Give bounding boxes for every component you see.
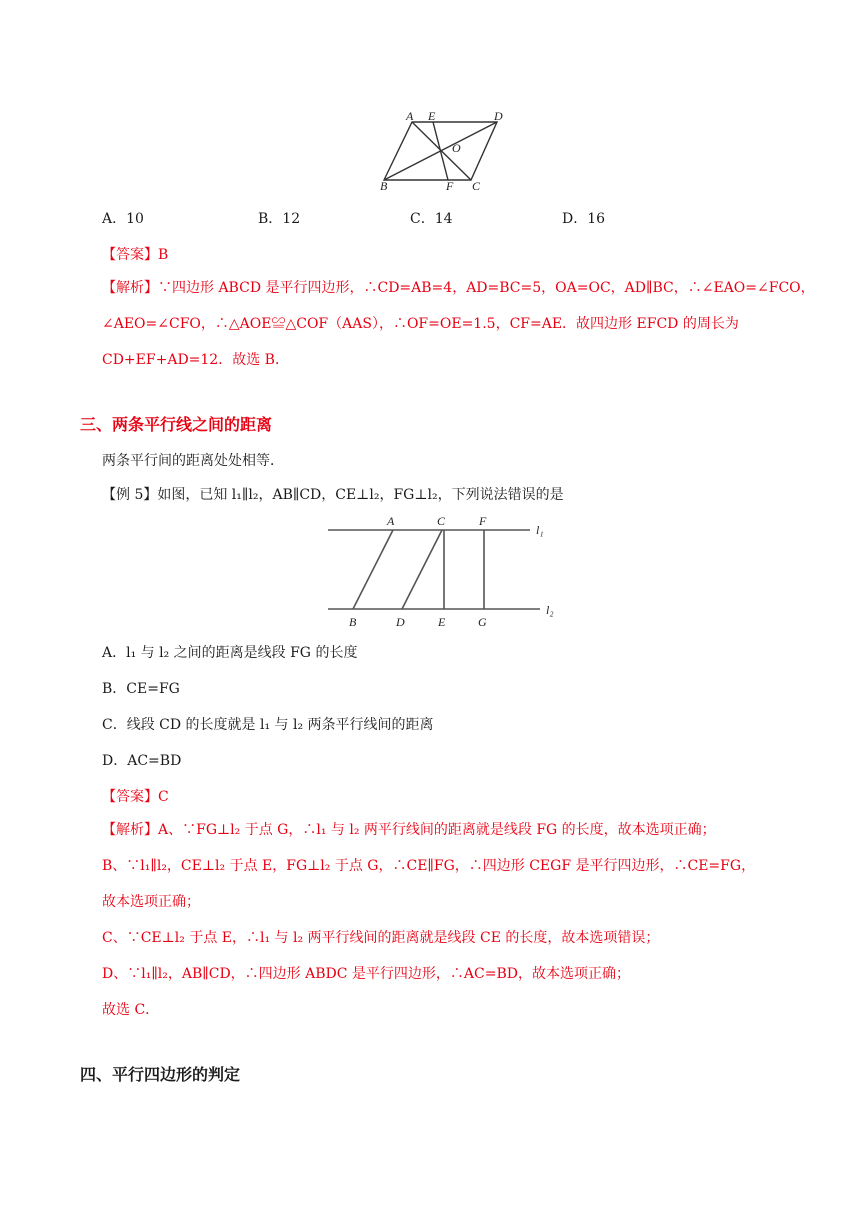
label-D2: D [396, 615, 405, 629]
q4-answer: 【答案】B [102, 247, 169, 263]
label-B2: B [349, 615, 357, 629]
example-5-prompt: 【例 5】如图，已知 l₁∥l₂，AB∥CD，CE⊥l₂，FG⊥l₂，下列说法错误的是 [102, 487, 564, 503]
option-a: A．10 [102, 211, 144, 227]
option-d: D．16 [562, 211, 606, 227]
q5-analysis-line-6: 故选 C． [102, 1002, 160, 1018]
label-E: E [428, 109, 436, 123]
label-O: O [452, 141, 461, 155]
option-b: B．12 [258, 211, 301, 227]
label-A: A [406, 109, 414, 123]
q4-analysis-line-1: 【解析】∵四边形 ABCD 是平行四边形，∴CD=AB=4，AD=BC=5，OA=OC，AD∥BC，∴∠EAO=∠FCO， [102, 280, 815, 296]
parallel-lines-figure [322, 512, 568, 632]
label-G2: G [478, 615, 487, 629]
q5-analysis-line-5: D、∵l₁∥l₂，AB∥CD，∴四边形 ABDC 是平行四边形，∴AC=BD，故本选项正确； [102, 966, 630, 982]
q4-analysis-line-2: ∠AEO=∠CFO，∴△AOE≌△COF（AAS），∴OF=OE=1.5，CF=AE．故四边形 EFCD 的周长为 [102, 316, 739, 332]
q5-analysis-line-3: 故本选项正确； [102, 894, 200, 910]
label-B: B [380, 179, 388, 192]
q5-option-b: B．CE=FG [102, 681, 180, 697]
section-3-statement: 两条平行间的距离处处相等． [102, 453, 284, 469]
section-3-title: 三、两条平行线之间的距离 [80, 415, 273, 434]
q5-option-a: A．l₁ 与 l₂ 之间的距离是线段 FG 的长度 [102, 645, 358, 661]
parallelogram-figure [376, 106, 506, 192]
label-E2: E [438, 615, 446, 629]
label-F2: F [479, 514, 487, 528]
q5-option-d: D．AC=BD [102, 753, 182, 769]
q5-analysis-line-2: B、∵l₁∥l₂，CE⊥l₂ 于点 E，FG⊥l₂ 于点 G，∴CE∥FG，∴四边形 CEGF 是平行四边形，∴CE=FG， [102, 858, 756, 874]
label-D: D [494, 109, 503, 123]
label-F: F [446, 179, 454, 192]
q5-analysis-line-4: C、∵CE⊥l₂ 于点 E，∴l₁ 与 l₂ 两平行线间的距离就是线段 CE 的长度，故本选项错误； [102, 930, 660, 946]
section-4-title: 四、平行四边形的判定 [80, 1065, 241, 1084]
label-C2: C [437, 514, 446, 528]
label-l2: l₂ [546, 603, 554, 617]
q5-option-c: C．线段 CD 的长度就是 l₁ 与 l₂ 两条平行线间的距离 [102, 717, 434, 733]
q4-analysis-line-3: CD+EF+AD=12．故选 B． [102, 352, 289, 368]
option-c: C．14 [410, 211, 453, 227]
label-A2: A [387, 514, 395, 528]
label-l1: l₁ [536, 523, 544, 537]
q5-answer: 【答案】C [102, 789, 169, 805]
label-C: C [472, 179, 481, 192]
q5-analysis-line-1: 【解析】A、∵FG⊥l₂ 于点 G，∴l₁ 与 l₂ 两平行线间的距离就是线段 FG 的长度，故本选项正确； [102, 822, 716, 838]
